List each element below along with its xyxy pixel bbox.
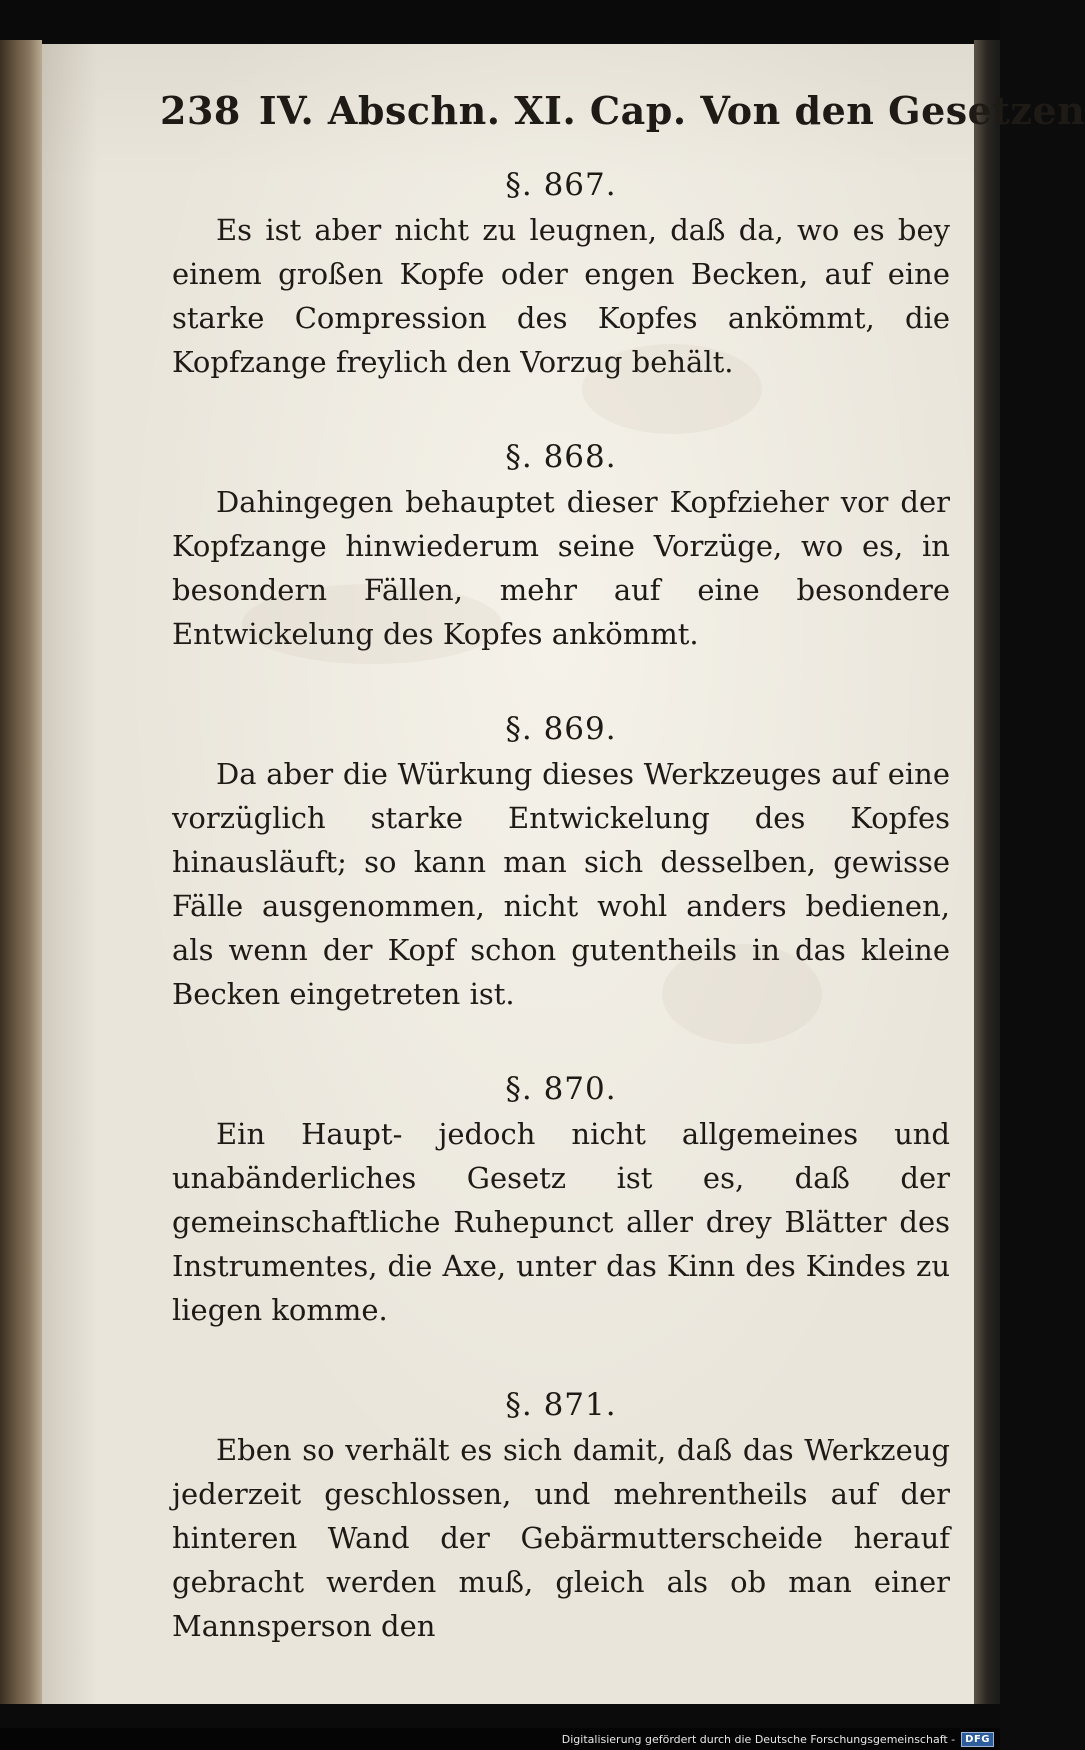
section-heading: §. 869. — [505, 711, 617, 747]
section-text: Ein Haupt- jedoch nicht allgemeines und unabänderliches Gesetz ist es, daß der gemeinschaftliche Ruhepunct aller drey Blätter des Instrumentes, die Axe, unter das Kinn des Kindes zu liegen komme. — [172, 1117, 950, 1327]
scan-right-edge — [974, 40, 1000, 1710]
page-text — [160, 88, 1085, 1698]
section-body — [172, 752, 950, 1016]
footer-credit: Digitalisierung gefördert durch die Deutsche Forschungsgemeinschaft - — [561, 1732, 956, 1746]
section-heading: §. 870. — [505, 1071, 617, 1107]
book-spine-edge — [0, 40, 42, 1710]
running-head-title: IV. Abschn. XI. Cap. Von den Gesetzen — [258, 88, 1085, 133]
scan-top-edge — [0, 0, 1000, 46]
page-number: 238 — [160, 88, 241, 133]
dfg-logo-icon: DFG — [961, 1732, 994, 1747]
section-heading: §. 871. — [505, 1387, 617, 1423]
section-body — [172, 480, 950, 656]
digitization-footer — [0, 1728, 1000, 1750]
section-body — [172, 1428, 950, 1648]
section-text: Dahingegen behauptet dieser Kopfzieher vor der Kopfzange hinwiederum seine Vorzüge, wo es, in besondern Fällen, mehr auf eine besondere Entwickelung des Kopfes ankömmt. — [172, 485, 950, 651]
running-head — [160, 88, 1085, 144]
section-text: Da aber die Würkung dieses Werkzeuges auf eine vorzüglich starke Entwickelung des Kopfes hinausläuft; so kann man sich desselben, gewisse Fälle ausgenommen, nicht wohl anders bedienen, als wenn der Kopf schon gutentheils in das kleine Becken eingetreten ist. — [172, 757, 950, 1011]
section-heading: §. 868. — [505, 439, 617, 475]
section-text: Es ist aber nicht zu leugnen, daß da, wo es bey einem großen Kopfe oder engen Becken, auf eine starke Compression des Kopfes ankömmt, die Kopfzange freylich den Vorzug behält. — [172, 213, 950, 379]
section-body — [172, 1112, 950, 1332]
section-text: Eben so verhält es sich damit, daß das Werkzeug jederzeit geschlossen, und mehrentheils auf der hinteren Wand der Gebärmutterscheide herauf gebracht werden muß, gleich als ob man einer Mannsperson den — [172, 1433, 950, 1643]
section-body — [172, 208, 950, 384]
section-heading: §. 867. — [505, 167, 617, 203]
